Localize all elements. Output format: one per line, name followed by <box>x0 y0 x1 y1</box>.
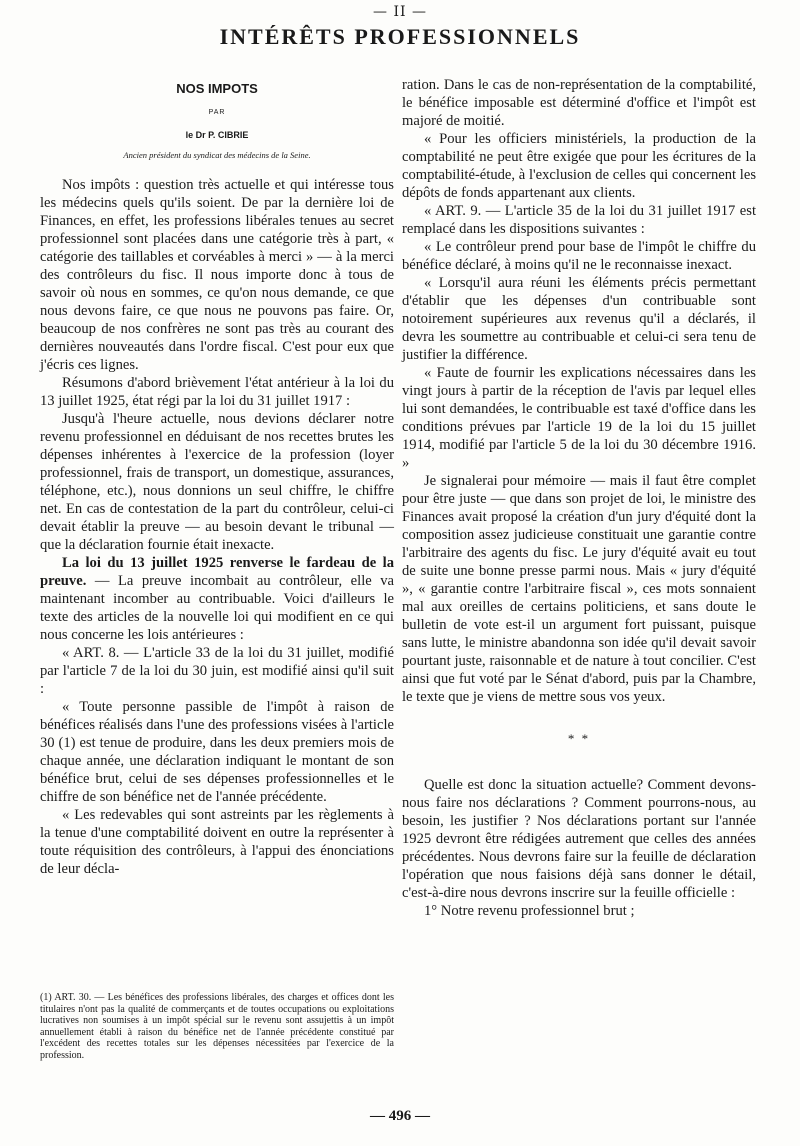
section-title: INTÉRÊTS PROFESSIONNELS <box>219 24 581 49</box>
left-column <box>40 80 394 878</box>
paragraph: « Lorsqu'il aura réuni les éléments précis permettant d'établir que les dépenses d'un contribuable sont notoirement supérieures aux revenus qu'il a déclarés, il devra les soumettre au contribuable et celui-ci sera tenu de justifier la différence. <box>402 275 756 363</box>
footnote-text: (1) ART. 30. — Les bénéfices des professions libérales, des charges et offices dont les titulaires n'ont pas la qualité de commerçants et de toutes occupations ou exploitations lucratives non soumises à un impôt spécial sur le revenu sont assujettis à un impôt annuellement établi à raison du bénéfice net de l'année précédente constitué par l'excédent des recettes totales sur les dépenses nécessitées par l'exercice de la profession. <box>40 992 394 1061</box>
running-header: — II — <box>373 4 427 20</box>
author-affiliation: Ancien président du syndicat des médecins de la Seine. <box>123 150 311 160</box>
paragraph: « Faute de fournir les explications nécessaires dans les vingt jours à partir de la réception de l'avis par lequel elles lui sont demandées, le contribuable est taxé d'office dans les conditions prévues par l'article 19 de la loi du 15 juillet 1914, modifié par l'article 5 de la loi du 30 décembre 1916. » <box>402 365 756 471</box>
paragraph: « Toute personne passible de l'impôt à raison de bénéfices réalisés dans l'une des professions visées à l'article 30 (1) est tenue de produire, dans les deux premiers mois de chaque année, une déclaration indiquant le montant de son bénéfice brut, celui de ses dépenses professionnelles et le chiffre de son bénéfice net de l'année précédente. <box>40 699 394 805</box>
paragraph: 1° Notre revenu professionnel brut ; <box>424 903 635 919</box>
paragraph: « Pour les officiers ministériels, la production de la comptabilité ne peut être exigée que pour les écritures de la comptabilité-étude, à l'exclusion de celles qui concernent les dépôts de fonds appartenant aux clients. <box>402 131 756 201</box>
paragraph-with-lead <box>40 554 394 644</box>
section-separator: * * <box>567 731 591 746</box>
paragraph: « ART. 9. — L'article 35 de la loi du 31 juillet 1917 est remplacé dans les dispositions suivantes : <box>402 203 756 237</box>
paragraph: Quelle est donc la situation actuelle? Comment devons-nous faire nos déclarations ? Comment pourrons-nous, au besoin, les justifier ? Nos déclarations portant sur l'année 1925 devront être rédigées autrement que celles des années précédentes. Nous devrons faire sur la feuille de déclaration l'opération que nous faisions déjà sans donner le détail, c'est-à-dire nous devrons inscrire sur la feuille officielle : <box>402 777 756 901</box>
paragraph: Je signalerai pour mémoire — mais il faut être complet pour être juste — que dans son projet de loi, le ministre des Finances avait proposé la création d'un jury d'équité dont la composition assez judicieuse constituait une garantie contre l'arbitraire des agents du fisc. Le jury d'équité avait eu tout de suite une bonne presse parmi nous. Mais « jury d'équité », « garantie contre l'arbitraire fiscal », ces mots sonnaient mal aux oreilles de certains politiciens, et sans doute le bulletin de vote est-il un argument fort puissant, puisque sans lutte, le ministre abandonna son idée qu'il devait savoir pourtant juste, raisonnable et de nature à tout concilier. C'est ainsi que fut voté par le Sénat d'abord, puis par la Chambre, le texte que je viens de mettre sous vos yeux. <box>402 473 756 705</box>
lead-continuation: — La preuve incombait au contrôleur, elle va maintenant incomber au contribuable. Voici d'ailleurs le texte des articles de la nouvelle loi qui modifient en ce qui nous concerne les lois antérieures : <box>40 573 394 643</box>
paragraph: ration. Dans le cas de non-représentation de la comptabilité, le bénéfice imposable est déterminé d'office et l'impôt est majoré de moitié. <box>402 77 756 129</box>
right-column <box>402 76 756 920</box>
paragraph: Nos impôts : question très actuelle et qui intéresse tous les médecins quels qu'ils soient. De par la dernière loi de Finances, en effet, les professions libérales tenues au secret professionnel sont placées dans une catégorie très à part, « catégorie des taillables et corvéables à merci » — à la merci des contrôleurs du fisc. Il nous importe donc à tous de savoir où nous en sommes, ce qu'on nous demande, ce que nous devons faire, ce que nous ne pouvons pas faire. Or, beaucoup de nos confrères ne sont pas très au courant des dernières nouveautés dans l'ordre fiscal. C'est pour eux que j'écris ces lignes. <box>40 177 394 373</box>
paragraph: « Les redevables qui sont astreints par les règlements à la tenue d'une comptabilité doivent en outre la représenter à toute réquisition des contrôleurs, à l'appui des énonciations de leur décla- <box>40 807 394 877</box>
bold-lead: La loi du 13 juillet 1925 renverse le fardeau de la preuve. <box>40 555 394 589</box>
byline-par: PAR <box>208 109 226 116</box>
article-title: NOS IMPOTS <box>176 81 258 96</box>
paragraph: Jusqu'à l'heure actuelle, nous devions déclarer notre revenu professionnel en déduisant de nos recettes brutes les dépenses inhérentes à l'exercice de la profession (loyer professionnel, frais de transport, un domestique, assurances, téléphone, etc.), nous donnions un seul chiffre, le chiffre net. En cas de contestation de la part du contrôleur, celui-ci devait établir la preuve — au besoin devant le tribunal — que la déclaration fournie était inexacte. <box>40 411 394 553</box>
footnote <box>40 992 394 1062</box>
paragraph: « ART. 8. — L'article 33 de la loi du 31 juillet, modifié par l'article 7 de la loi du 30 juin, est modifié ainsi qu'il suit : <box>40 645 394 697</box>
paragraph: Résumons d'abord brièvement l'état antérieur à la loi du 13 juillet 1925, état régi par la loi du 31 juillet 1917 : <box>40 375 394 409</box>
page-number: — 496 — <box>370 1108 430 1124</box>
paragraph: « Le contrôleur prend pour base de l'impôt le chiffre du bénéfice déclaré, à moins qu'il ne le reconnaisse inexact. <box>402 239 756 273</box>
author-name: le Dr P. CIBRIE <box>185 130 249 140</box>
